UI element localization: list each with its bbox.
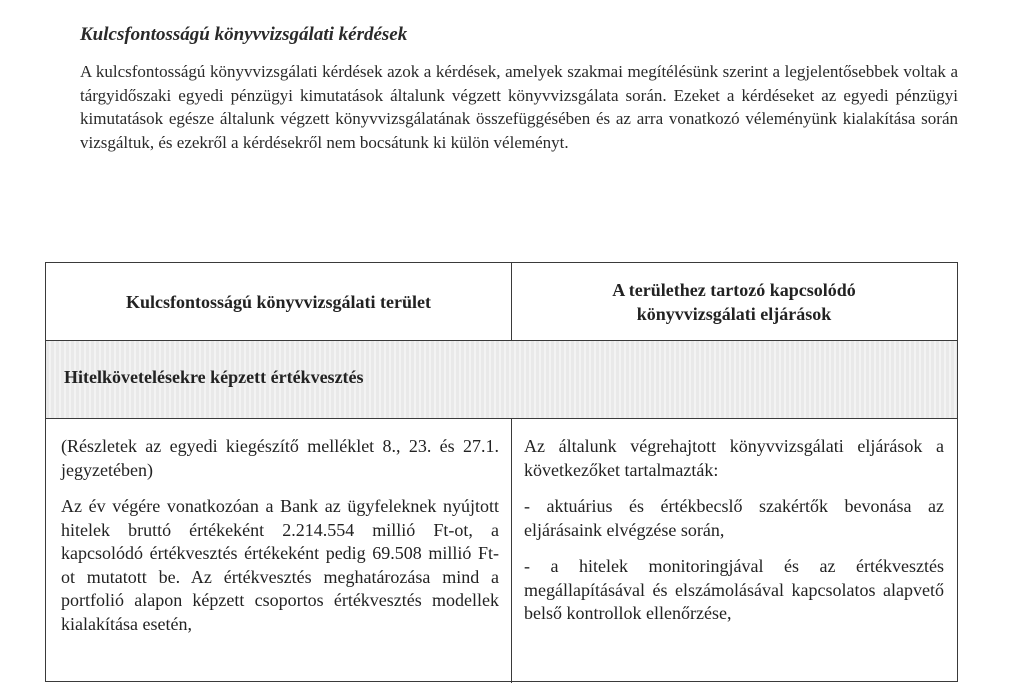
- audit-procedures-cell: [524, 435, 944, 639]
- right-paragraph-item-2: - a hitelek monitoringjával és az értékvesztés megállapításával és elszámolásával kapcsolatos alapvető belső kontrollok ellenőrzése,: [524, 556, 944, 623]
- key-audit-matters-table: [45, 262, 958, 682]
- topic-band-row: [46, 341, 957, 419]
- header-audit-procedures: [511, 263, 957, 340]
- header-left-label: Kulcsfontosságú könyvvizsgálati terület: [125, 291, 431, 312]
- left-paragraph-description: Az év végére vonatkozóan a Bank az ügyfeleknek nyújtott hitelek bruttó értékeként 2.214.554 millió Ft-ot, a kapcsolódó értékvesztés értékeként pedig 69.508 millió Ft-ot mutatott be. Az értékvesztés meghatározása mind a portfolió alapon képzett csoportos értékvesztés modellek kialakítása esetén,: [61, 496, 499, 634]
- header-right-line1: A területhez tartozó kapcsolódó: [612, 279, 856, 300]
- key-audit-area-cell: [61, 435, 499, 649]
- header-right-label: [612, 278, 855, 326]
- table-header-row: [46, 263, 957, 341]
- left-paragraph-reference: (Részletek az egyedi kiegészítő melléklet 8., 23. és 27.1. jegyzetében): [61, 436, 499, 480]
- header-key-audit-area: [46, 263, 511, 340]
- intro-paragraph: A kulcsfontosságú könyvvizsgálati kérdések azok a kérdések, amelyek szakmai megítélésünk szerint a legjelentősebbek voltak a tárgyidőszaki egyedi pénzügyi kimutatások általunk végzett könyvvizsgálata során. Ezeket a kérdéseket az egyedi pénzügyi kimutatások egésze általunk végzett könyvvizsgálatának összefüggésében és az arra vonatkozó véleményünk kialakítása során vizsgáltuk, és ezekről a kérdésekről nem bocsátunk ki külön véleményt.: [80, 62, 958, 152]
- body-column-divider: [511, 419, 512, 683]
- right-paragraph-intro: Az általunk végrehajtott könyvvizsgálati eljárások a következőket tartalmazták:: [524, 436, 944, 480]
- topic-band-title: Hitelkövetelésekre képzett értékvesztés: [64, 367, 364, 387]
- header-right-line2: könyvvizsgálati eljárások: [636, 303, 832, 324]
- header-divider: [511, 263, 512, 341]
- section-title: Kulcsfontosságú könyvvizsgálati kérdések: [80, 24, 408, 45]
- right-paragraph-item-1: - aktuárius és értékbecslő szakértők bevonása az eljárásaink elvégzése során,: [524, 496, 944, 540]
